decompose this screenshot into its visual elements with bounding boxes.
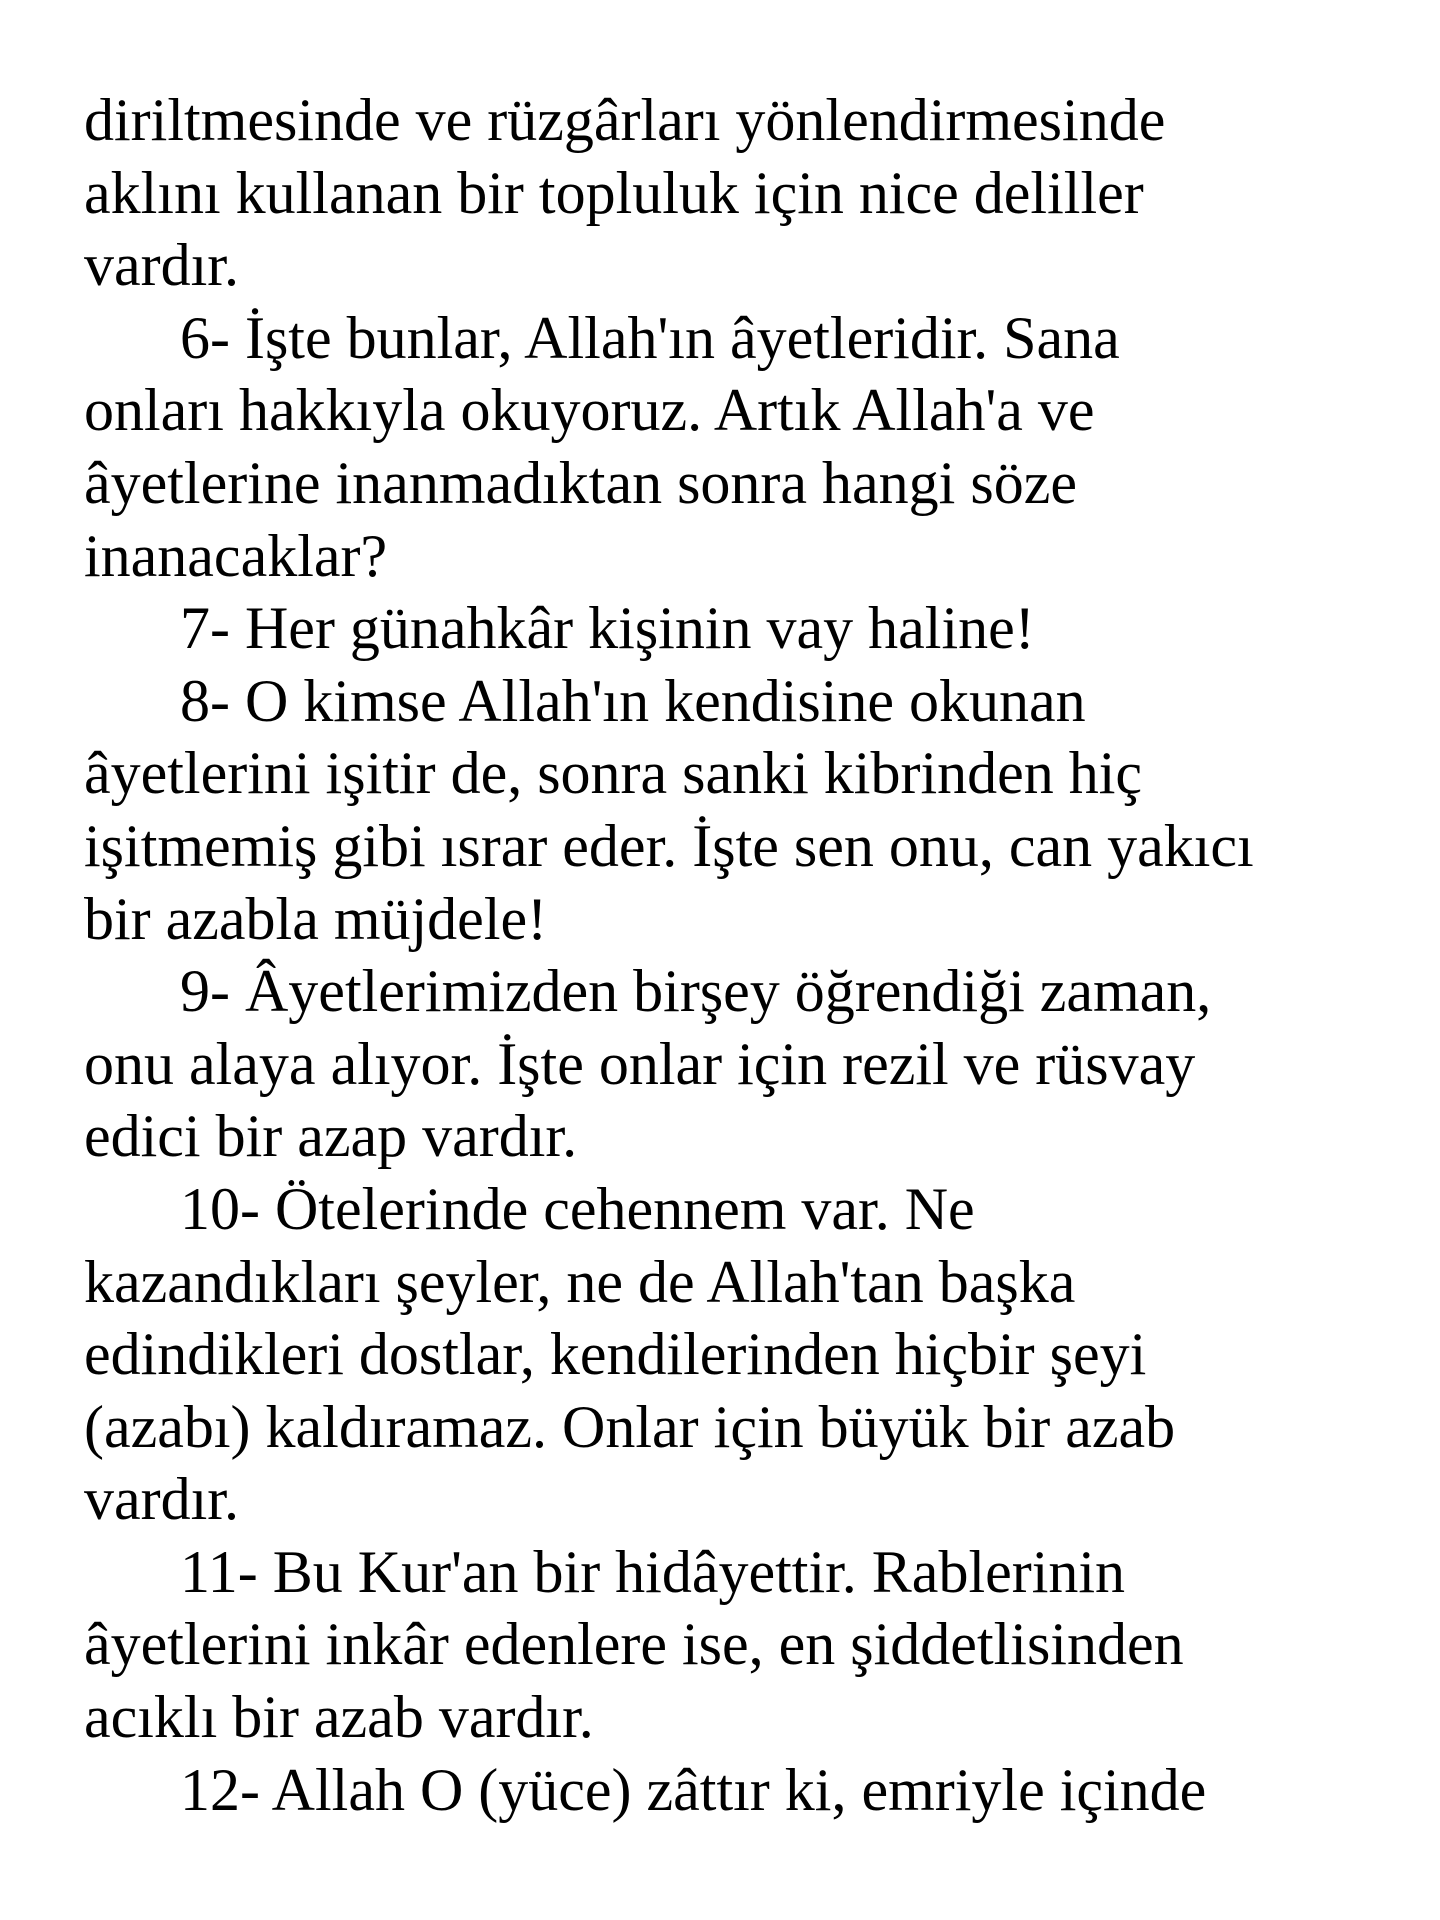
text-line: inanacaklar? — [84, 522, 388, 589]
verse-start-line: 7- Her günahkâr kişinin vay haline! — [180, 595, 1035, 662]
text-line: edici bir azap vardır. — [84, 1103, 578, 1170]
verse-start-line: 10- Ötelerinde cehennem var. Ne — [180, 1175, 975, 1242]
text-line: vardır. — [84, 232, 239, 299]
text-line: bir azabla müjdele! — [84, 885, 548, 952]
body-text — [84, 84, 1414, 1826]
text-line: onu alaya alıyor. İşte onlar için rezil ve rüsvay — [84, 1030, 1196, 1097]
text-line: diriltmesinde ve rüzgârları yönlendirmesinde — [84, 87, 1166, 153]
verse-start-line: 11- Bu Kur'an bir hidâyettir. Rablerinin — [180, 1538, 1126, 1605]
verse-start-line: 6- İşte bunlar, Allah'ın âyetleridir. Sana — [180, 304, 1120, 371]
text-line: vardır. — [84, 1466, 239, 1533]
text-line: âyetlerini inkâr edenlere ise, en şiddetlisinden — [84, 1611, 1184, 1678]
text-line: âyetlerini işitir de, sonra sanki kibrinden hiç — [84, 740, 1143, 807]
text-line: onları hakkıyla okuyoruz. Artık Allah'a ve — [84, 377, 1095, 444]
text-line: işitmemiş gibi ısrar eder. İşte sen onu, can yakıcı — [84, 812, 1254, 879]
text-line: (azabı) kaldıramaz. Onlar için büyük bir azab — [84, 1393, 1176, 1460]
text-line: aklını kullanan bir topluluk için nice deliller — [84, 159, 1144, 226]
text-line: acıklı bir azab vardır. — [84, 1684, 594, 1751]
text-line: kazandıkları şeyler, ne de Allah'tan başka — [84, 1248, 1076, 1315]
verse-start-line: 12- Allah O (yüce) zâttır ki, emriyle içinde — [180, 1756, 1207, 1823]
verse-start-line: 8- O kimse Allah'ın kendisine okunan — [180, 667, 1086, 734]
text-line: edindikleri dostlar, kendilerinden hiçbir şeyi — [84, 1321, 1147, 1388]
verse-start-line: 9- Âyetlerimizden birşey öğrendiği zaman, — [180, 958, 1212, 1025]
text-line: âyetlerine inanmadıktan sonra hangi söze — [84, 449, 1077, 516]
